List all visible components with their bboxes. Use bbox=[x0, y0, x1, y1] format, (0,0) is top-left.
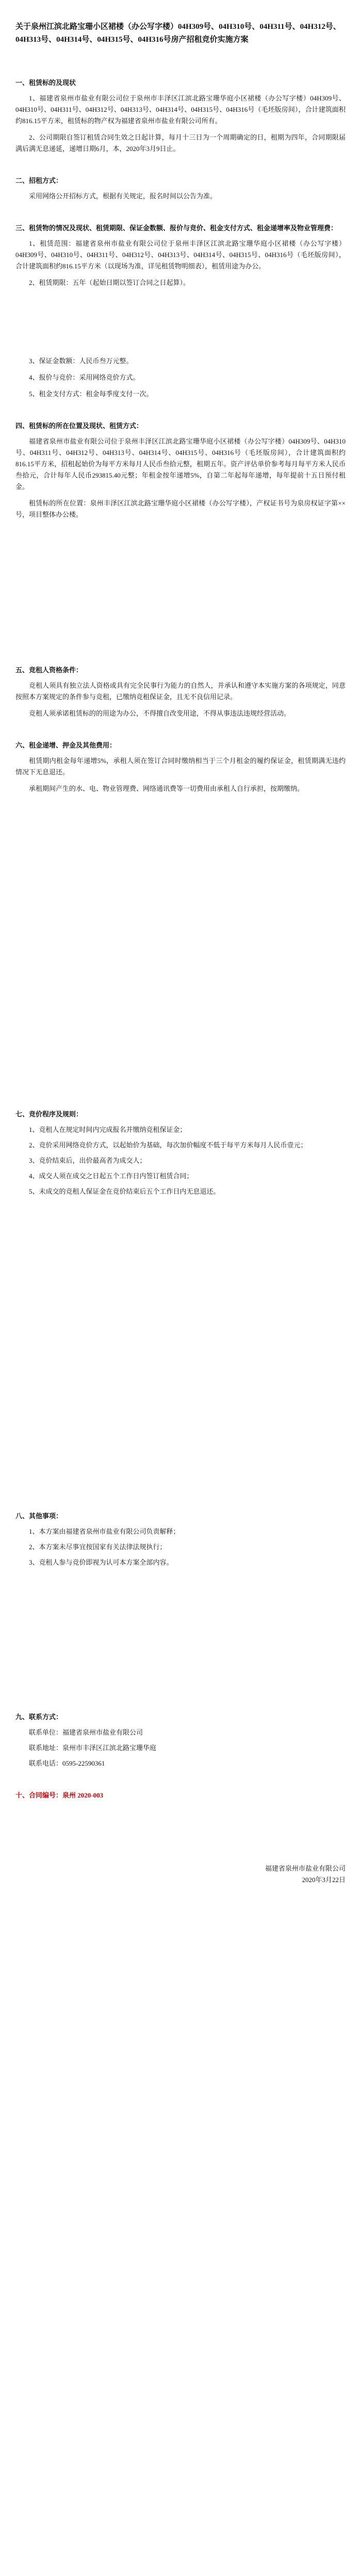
section-6-para-1: 租赁期内租金每年递增5%，承租人须在签订合同时缴纳相当于三个月租金的履约保证金，租赁期满无违约情况下无息退还。 bbox=[15, 757, 346, 776]
section-2-para-1: 采用网络公开招标方式，根据有关规定，报名时间以公告为准。 bbox=[29, 192, 217, 200]
section-3 bbox=[15, 223, 346, 400]
section-4-para-1: 福建省泉州市盐业有限公司位于泉州丰泽区江滨北路宝珊华庭小区裙楼（办公写字楼）04H309号、04H310号、04H311号、04H312号、04H313号、04H314号、04H315号、04H316号（毛坯版房间），合计建筑面积约816.15平方米，招租起始价为每平方米每月人民币叁拾元整，租期五年。资产评估单价参考每月每平方米人民币叁拾元，合计每年人民币293815.40元整；年租金按年递增5%，自第二年起每年递增，每年提前十五日预付租金。 bbox=[15, 437, 346, 490]
section-6 bbox=[15, 740, 346, 794]
section-2 bbox=[15, 175, 346, 202]
document bbox=[15, 21, 346, 1886]
contract-number: 十、合同编号：泉州 2020-003 bbox=[15, 1791, 104, 1799]
section-10 bbox=[15, 1790, 346, 1801]
contact-phone: 联系电话：0595-22590361 bbox=[29, 1759, 105, 1767]
section-3-para-4: 4、报价与竞价：采用网络竞价方式。 bbox=[29, 374, 140, 381]
section-4-heading: 四、租赁标的所在位置及现状、租赁方式： bbox=[15, 422, 143, 430]
section-7-item: 2、竞价采用网络竞价方式，以起始价为基础，每次加价幅度不低于每平方米每月人民币壹元； bbox=[29, 1141, 307, 1149]
section-3-heading: 三、租赁物的情况及现状、租赁期限、保证金数额、报价与竞价、租金支付方式、租金递增率及物业管理费： bbox=[15, 224, 338, 232]
section-7-item: 1、竞租人在规定时间内完成报名并缴纳竞租保证金； bbox=[29, 1126, 187, 1133]
section-5-para-2: 竞租人须承诺租赁标的的用途为办公，不得擅自改变用途，不得从事违法违规经营活动。 bbox=[29, 709, 291, 717]
section-7-heading: 七、竞价程序及规则： bbox=[15, 1110, 83, 1118]
section-8 bbox=[15, 1511, 346, 1568]
section-4-para-2: 租赁标的所在位置：泉州丰泽区江滨北路宝珊华庭小区裙楼（办公写字楼），产权证书号为泉房权证字第××号，项目整体办公楼。 bbox=[15, 499, 346, 518]
section-1 bbox=[15, 77, 346, 155]
document-title: 关于泉州江滨北路宝珊小区裙楼（办公写字楼）04H309号、04H310号、04H311号、04H312号、04H313号、04H314号、04H315号、04H316号房产招租竞价实施方案 bbox=[15, 23, 341, 44]
section-3-para-1: 1、租赁范围：福建省泉州市盐业有限公司位于泉州丰泽区江滨北路宝珊华庭小区裙楼（办公写字楼）04H309号、04H310号、04H311号、04H312号、04H313号、04H314号、04H315号、04H316号（毛坯版房间），合计建筑面积约816.15平方米（以现场为准，详见租赁物明细表），租赁用途为办公。 bbox=[15, 240, 346, 270]
signature-company: 福建省泉州市盐业有限公司 bbox=[265, 1865, 346, 1872]
section-9-heading: 九、联系方式： bbox=[15, 1713, 63, 1721]
section-2-heading: 二、招租方式： bbox=[15, 177, 63, 184]
section-3-para-2: 2、租赁期限：五年（起始日期以签订合同之日起算）。 bbox=[29, 279, 190, 286]
section-7-item: 4、成交人须在成交之日起五个工作日内签订租赁合同； bbox=[29, 1172, 193, 1180]
section-6-heading: 六、租金递增、押金及其他费用： bbox=[15, 741, 117, 749]
section-6-para-2: 承租期间产生的水、电、物业管理费、网络通讯费等一切费用由承租人自行承担，按期缴纳。 bbox=[29, 785, 304, 792]
section-8-item: 3、竞租人参与竞价即视为认可本方案全部内容。 bbox=[29, 1558, 173, 1566]
section-8-heading: 八、其他事项： bbox=[15, 1512, 63, 1520]
section-8-item: 1、本方案由福建省泉州市盐业有限公司负责解释； bbox=[29, 1528, 180, 1535]
section-3-para-5: 5、租金支付方式：租金每季度支付一次。 bbox=[29, 390, 153, 398]
section-4 bbox=[15, 420, 346, 520]
section-9 bbox=[15, 1711, 346, 1769]
section-1-para-1: 1、福建省泉州市盐业有限公司位于泉州市丰泽区江滨北路宝珊华庭小区裙楼（办公写字楼）04H309号、04H310号、04H311号、04H312号、04H313号、04H314号、04H315号、04H316号（毛坯版房间），合计建筑面积约816.15平方米，租赁标的物产权为福建省泉州市盐业有限公司所有。 bbox=[15, 94, 346, 125]
section-5 bbox=[15, 665, 346, 719]
contact-address: 联系地址：泉州市丰泽区江滨北路宝珊华庭 bbox=[29, 1744, 157, 1752]
section-5-para-1: 竞租人须具有独立法人资格或具有完全民事行为能力的自然人，并承认和遵守本实施方案的各项规定，同意按照本方案规定的条件参与竞租，已缴纳竞租保证金，且无不良信用记录。 bbox=[15, 682, 346, 701]
signature-block bbox=[15, 1863, 346, 1886]
contact-company: 联系单位：福建省泉州市盐业有限公司 bbox=[29, 1728, 143, 1736]
section-1-heading: 一、租赁标的及现状 bbox=[15, 79, 76, 87]
section-7 bbox=[15, 1109, 346, 1197]
section-1-para-2: 2、公司期限自签订租赁合同生效之日起计算，每月十三日为一个周期确定的日，租期为四年，合同期限届满后满无息递延，递增日期6月，本，2020年3月9日止。 bbox=[15, 133, 346, 152]
section-3-para-3: 3、保证金数额：人民币叁万元整。 bbox=[29, 357, 133, 365]
section-7-item: 3、竞价结束后，出价最高者为成交人； bbox=[29, 1157, 146, 1164]
section-5-heading: 五、竞租人资格条件： bbox=[15, 666, 83, 674]
section-7-item: 5、未成交的竞租人保证金在竞价结束后五个工作日内无息退还。 bbox=[29, 1188, 220, 1195]
section-8-item: 2、本方案未尽事宜按国家有关法律法规执行； bbox=[29, 1543, 167, 1551]
signature-date: 2020年3月22日 bbox=[302, 1876, 346, 1884]
